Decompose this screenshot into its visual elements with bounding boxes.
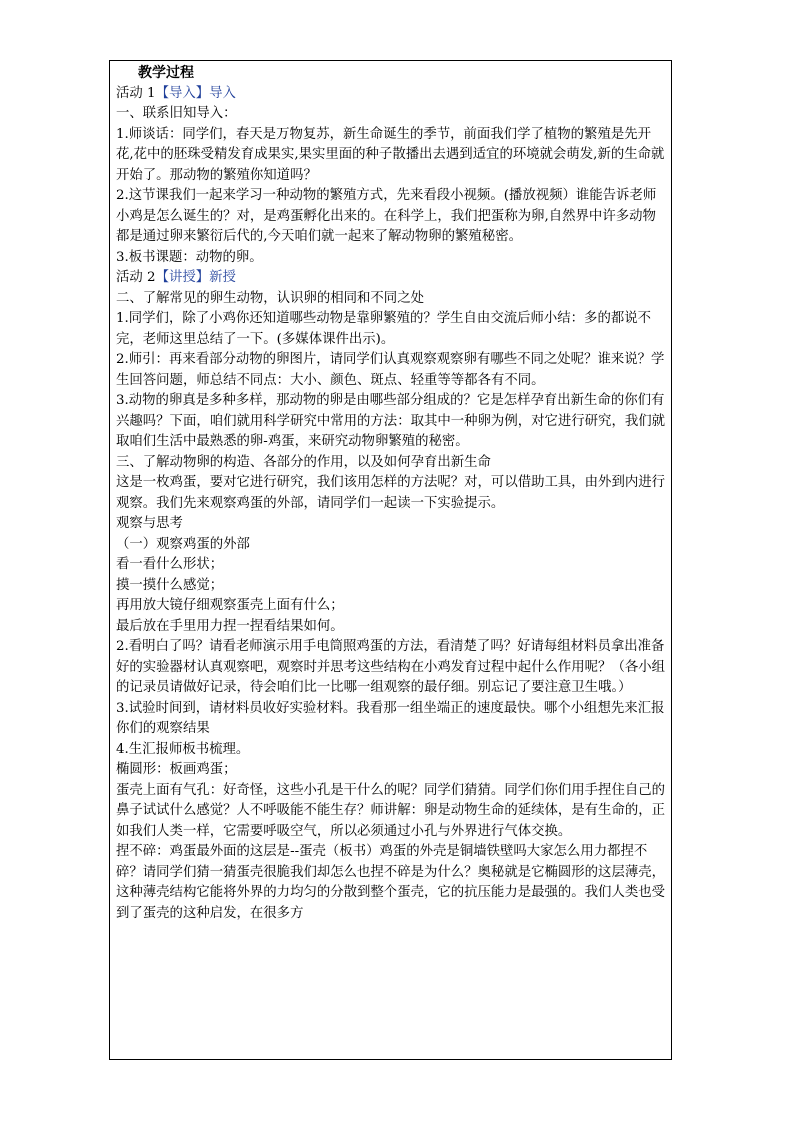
section-title: 教学过程 xyxy=(138,65,194,81)
activity-tag: 【讲授】 xyxy=(155,270,210,285)
activity-tag: 【导入】 xyxy=(155,85,210,101)
paragraph: 3.板书课题：动物的卵。 xyxy=(116,249,263,265)
activity-name: 导入 xyxy=(209,85,236,101)
activity-prefix: 活动 2 xyxy=(116,270,156,285)
activity-2-heading xyxy=(116,268,665,289)
lesson-document xyxy=(109,60,672,1060)
section-heading: 二、了解常见的卵生动物，认识卵的相同和不同之处 xyxy=(116,290,424,306)
paragraph: 再用放大镜仔细观察蛋壳上面有什么； xyxy=(116,598,344,613)
paragraph: 1.同学们，除了小鸡你还知道哪些动物是靠卵繁殖的？学生自由交流后师小结：多的都说不完，老师这里总结了一下。(多媒体课件出示)。 xyxy=(116,311,652,347)
paragraph: 4.生汇报师板书梳理。 xyxy=(116,741,250,757)
paragraph: 2.看明白了吗？请看老师演示用手电筒照鸡蛋的方法，看清楚了吗？好请每组材料员拿出准备好的实验器材认真观察吧，观察时并思考这些结构在小鸡发育过程中起什么作用呢？（各小组的记录员请做好记录，待会咱们比一比哪一组观察的最仔细。别忘记了要注意卫生哦。） xyxy=(116,639,666,695)
paragraph: 观察与思考 xyxy=(116,516,183,531)
section-heading: 一、联系旧知导入： xyxy=(116,106,237,121)
paragraph: 捏不碎：鸡蛋最外面的这层是--蛋壳（板书）鸡蛋的外壳是铜墙铁壁吗大家怎么用力都捏不碎？请同学们猜一猜蛋壳很脆我们却怎么也捏不碎是为什么？奥秘就是它椭圆形的这层薄壳，这种薄壳结构它能将外界的力均匀的分散到整个蛋壳，它的抗压能力是最强的。我们人类也受到了蛋壳的这种启发，在很多方 xyxy=(116,844,666,921)
activity-prefix: 活动 1 xyxy=(116,85,156,101)
paragraph: 椭圆形：板画鸡蛋； xyxy=(116,762,237,777)
activity-name: 新授 xyxy=(209,270,236,285)
paragraph: （一）观察鸡蛋的外部 xyxy=(116,536,250,552)
paragraph: 蛋壳上面有气孔：好奇怪，这些小孔是干什么的呢？同学们猜猜。同学们你们用手捏住自己的鼻子试试什么感觉？人不呼吸能不能生存？师讲解：卵是动物生命的延续体，是有生命的，正如我们人类一样，它需要呼吸空气，所以必须通过小孔与外界进行气体交换。 xyxy=(116,782,666,839)
paragraph: 2.师引：再来看部分动物的卵图片，请同学们认真观察观察卵有哪些不同之处呢？谁来说？学生回答问题，师总结不同点：大小、颜色、斑点、轻重等等都各有不同。 xyxy=(116,352,665,388)
activity-1-heading xyxy=(116,84,665,105)
section-heading: 三、了解动物卵的构造、各部分的作用，以及如何孕育出新生命 xyxy=(116,454,491,470)
paragraph: 3.试验时间到，请材料员收好实验材料。我看那一组坐端正的速度最快。哪个小组想先来汇报你们的观察结果 xyxy=(116,700,665,736)
paragraph: 2.这节课我们一起来学习一种动物的繁殖方式，先来看段小视频。(播放视频）谁能告诉老师小鸡是怎么诞生的？对，是鸡蛋孵化出来的。在科学上，我们把蛋称为卵,自然界中许多动物都是通过卵来繁衍后代的,今天咱们就一起来了解动物卵的繁殖秘密。 xyxy=(116,188,657,244)
paragraph: 看一看什么形状； xyxy=(116,557,224,572)
paragraph: 这是一枚鸡蛋，要对它进行研究，我们该用怎样的方法呢？对，可以借助工具，由外到内进行观察。我们先来观察鸡蛋的外部，请同学们一起读一下实验提示。 xyxy=(116,475,666,511)
paragraph: 摸一摸什么感觉； xyxy=(116,577,224,593)
paragraph: 1.师谈话：同学们，春天是万物复苏，新生命诞生的季节，前面我们学了植物的繁殖是先开花,花中的胚珠受精发育成果实,果实里面的种子散播出去遇到适宜的环境就会萌发,新的生命就开始了。那动物的繁殖你知道吗？ xyxy=(116,126,665,183)
paragraph: 3.动物的卵真是多种多样，那动物的卵是由哪些部分组成的？它是怎样孕育出新生命的你们有兴趣吗？下面，咱们就用科学研究中常用的方法：取其中一种卵为例，对它进行研究，我们就取咱们生活中最熟悉的卵-鸡蛋，来研究动物卵繁殖的秘密。 xyxy=(116,393,666,449)
paragraph: 最后放在手里用力捏一捏看结果如何。 xyxy=(116,618,344,634)
